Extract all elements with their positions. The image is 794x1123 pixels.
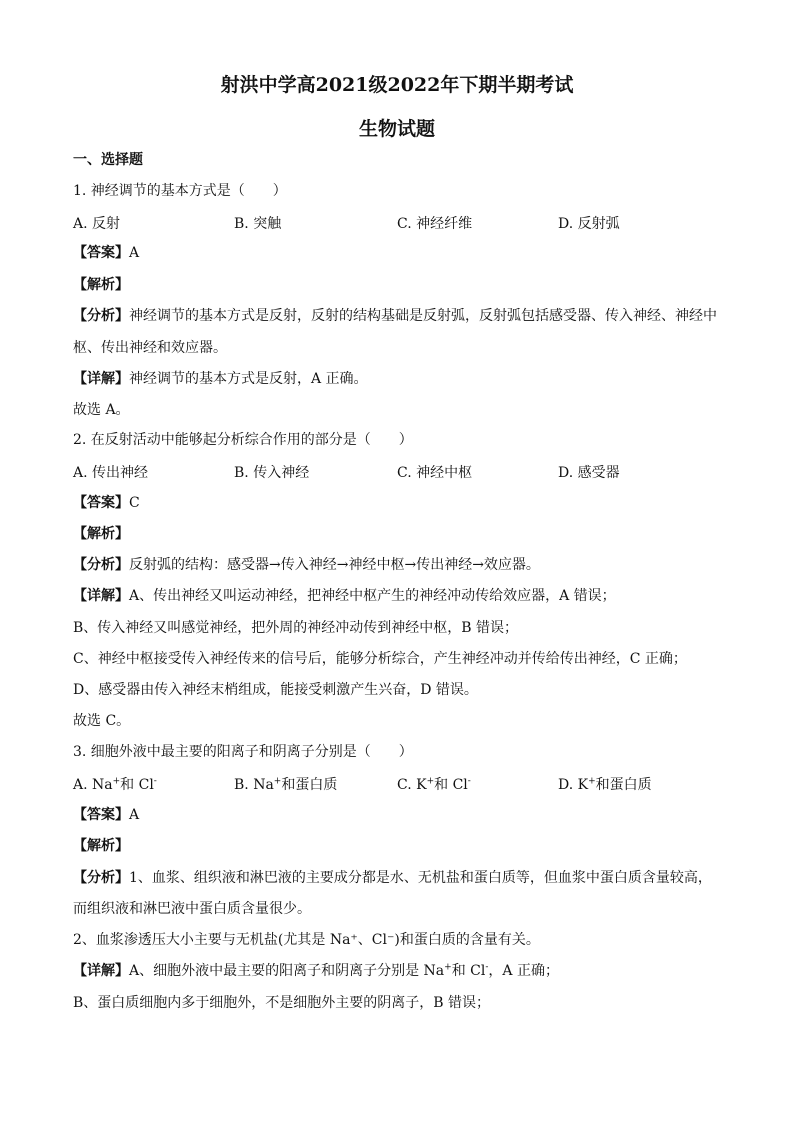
q1-option-d: D. 反射弧	[558, 216, 620, 232]
q1-xiangjie: 【详解】神经调节的基本方式是反射，A 正确。	[73, 371, 368, 387]
q2-option-d: D. 感受器	[558, 465, 620, 481]
q2-option-b: B. 传入神经	[234, 465, 310, 481]
q2-analysis-tag: 【解析】	[73, 526, 129, 542]
question-3-stem: 3. 细胞外液中最主要的阳离子和阴离子分别是（ ）	[73, 744, 413, 760]
q2-line-d: D、感受器由传入神经末梢组成，能接受刺激产生兴奋，D 错误。	[73, 682, 478, 698]
q1-option-a: A. 反射	[73, 216, 121, 232]
q3-option-d: D. K+和蛋白质	[558, 776, 652, 793]
q2-answer: 【答案】C	[73, 495, 140, 511]
q3-option-c: C. K+和 Cl-	[397, 776, 471, 793]
q3-option-b: B. Na+和蛋白质	[234, 776, 338, 793]
q3-analysis-tag: 【解析】	[73, 838, 129, 854]
q3-point-2: 2、血浆渗透压大小主要与无机盐(尤其是 Na⁺、Cl⁻)和蛋白质的含量有关。	[73, 932, 540, 948]
q1-analysis-tag: 【解析】	[73, 277, 129, 293]
q1-answer: 【答案】A	[73, 245, 140, 261]
q3-answer: 【答案】A	[73, 807, 140, 823]
section-heading: 一、选择题	[73, 152, 143, 168]
q3-line-b: B、蛋白质细胞内多于细胞外，不是细胞外主要的阴离子，B 错误；	[73, 995, 491, 1011]
q3-xiangjie-a: 【详解】A、细胞外液中最主要的阳离子和阴离子分别是 Na+和 Cl-，A 正确；	[73, 962, 559, 979]
q2-option-a: A. 传出神经	[73, 465, 149, 481]
q3-fenxi-cont: 而组织液和淋巴液中蛋白质含量很少。	[73, 901, 311, 917]
q2-line-c: C、神经中枢接受传入神经传来的信号后，能够分析综合，产生神经冲动并传给传出神经，C 正确；	[73, 651, 687, 667]
q2-conclusion: 故选 C。	[73, 713, 131, 729]
q1-conclusion: 故选 A。	[73, 402, 130, 418]
q2-line-b: B、传入神经又叫感觉神经，把外周的神经冲动传到神经中枢，B 错误；	[73, 620, 519, 636]
q2-fenxi: 【分析】反射弧的结构：感受器→传入神经→神经中枢→传出神经→效应器。	[73, 557, 540, 573]
q1-option-b: B. 突触	[234, 216, 282, 232]
q1-fenxi: 【分析】神经调节的基本方式是反射，反射的结构基础是反射弧，反射弧包括感受器、传入神经、神经中	[73, 308, 717, 324]
question-2-stem: 2. 在反射活动中能够起分析综合作用的部分是（ ）	[73, 432, 413, 448]
exam-subtitle: 生物试题	[358, 118, 435, 140]
q1-option-c: C. 神经纤维	[397, 216, 473, 232]
question-1-stem: 1. 神经调节的基本方式是（ ）	[73, 183, 287, 199]
q3-option-a: A. Na+和 Cl-	[73, 776, 157, 793]
q2-xiangjie-a: 【详解】A、传出神经又叫运动神经，把神经中枢产生的神经冲动传给效应器，A 错误；	[73, 588, 616, 604]
q3-fenxi: 【分析】1、血浆、组织液和淋巴液的主要成分都是水、无机盐和蛋白质等，但血浆中蛋白质含量较高，	[73, 870, 712, 886]
q1-fenxi-cont: 枢、传出神经和效应器。	[73, 340, 227, 356]
exam-title: 射洪中学高2021级2022年下期半期考试	[220, 74, 574, 96]
q2-option-c: C. 神经中枢	[397, 465, 473, 481]
